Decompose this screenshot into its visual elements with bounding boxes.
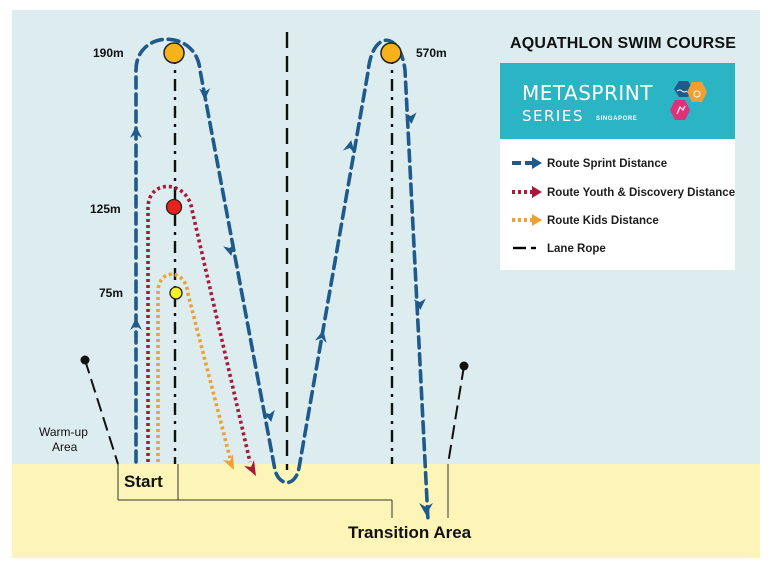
fence-post-right (460, 362, 469, 371)
logo-text-metasprint: METASPRINT (522, 81, 653, 105)
legend-label-kids: Route Kids Distance (547, 215, 659, 227)
diagram-title: AQUATHLON SWIM COURSE (510, 35, 737, 52)
buoy-125m (167, 200, 182, 215)
transition-area-label: Transition Area (348, 523, 472, 542)
distance-label-190m: 190m (93, 46, 124, 60)
buoy-570m (381, 43, 401, 63)
legend-label-youth: Route Youth & Discovery Distance (547, 187, 736, 199)
logo-text-series: SERIES (522, 107, 584, 125)
fence-post-left (81, 356, 90, 365)
legend-label-lane-rope: Lane Rope (547, 243, 606, 255)
buoy-190m (164, 43, 184, 63)
logo-text-singapore: SINGAPORE (596, 116, 638, 122)
distance-label-570m: 570m (416, 46, 447, 60)
legend-label-sprint: Route Sprint Distance (547, 158, 668, 170)
buoy-75m (170, 287, 182, 299)
warmup-area-line1: Warm-up (39, 425, 88, 439)
distance-label-75m: 75m (99, 286, 124, 300)
distance-label-125m: 125m (90, 202, 121, 216)
warmup-area-line2: Area (52, 440, 78, 454)
start-label: Start (124, 472, 163, 491)
